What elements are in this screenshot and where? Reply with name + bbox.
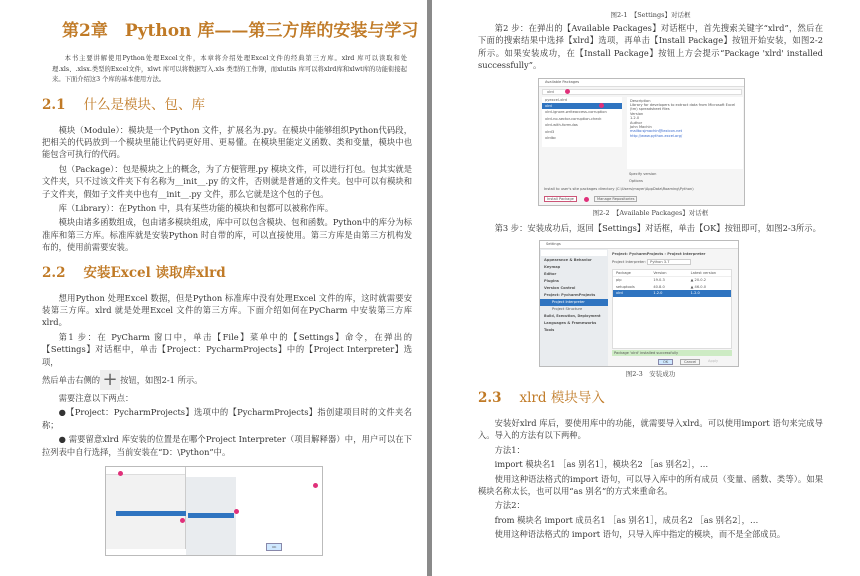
dialog-title: Settings — [540, 241, 738, 249]
package-item: xlrd-no-sector-corruption-check — [545, 116, 602, 121]
paragraph-library: 库（Library）：在Python 中，具有某些功能的模块和包都可以被称作库。 — [58, 202, 334, 213]
paragraph-package: 包（Package）：包是模块之上的概念，为了方便管理.py 模块文件，可以进行打包。包其实就是文件夹，只不过该文件夹下有名称为__init__.py 的文件，否则就是普通的文件夹。包中可以有模块和子文件夹，假如子文件夹中也有__init__.py 文件，那么它就是这个包的子包。 — [42, 163, 412, 199]
label: Description — [630, 98, 651, 103]
figure-2-3-settings — [539, 240, 739, 367]
method-1-syntax: import 模块名1 ［as 别名1］，模块名2 ［as 别名2］，… — [494, 459, 709, 470]
section-number: 2.3 — [478, 390, 502, 407]
col-header: Latest version — [690, 271, 717, 276]
package-item: xlrd3 — [545, 129, 555, 134]
left-column — [42, 20, 419, 556]
paragraph-step1-cont — [42, 370, 412, 390]
col-header: Version — [653, 271, 667, 276]
callout-marker — [313, 483, 318, 488]
section-title: 安装Excel 读取库xlrd — [83, 264, 226, 281]
interpreter-select — [612, 260, 691, 264]
section-2-2-heading — [42, 264, 412, 282]
nav-item: Tools — [544, 328, 555, 333]
section-2-1-heading — [42, 96, 412, 114]
figure-2-1-screenshot — [105, 466, 323, 556]
cell: 1.2.0 — [653, 291, 663, 296]
paragraph-step2: 第2 步：在弹出的【Available Packages】对话框中，首先搜索关键字“xlrd”，然后在下面的搜索结果中选择【xlrd】选项，再单击【Install Package】按钮开始安装，如图2-2 所示。如果安装成功，在【Install Package】按钮上方会提示“Package 'xlrd' installed successfully”。 — [478, 23, 823, 71]
desc: Library for developers to extract data from Microsoft Excel (tm) spreadsheet files — [630, 103, 736, 112]
author: John Machin — [630, 125, 652, 130]
nav-item: Appearance & Behavior — [544, 258, 592, 263]
package-item: xlrdbc — [545, 136, 557, 141]
text: 然后单击右侧的 — [42, 375, 101, 385]
col-header: Package — [616, 271, 631, 276]
package-search-input: xlrd — [542, 89, 742, 95]
cell: 40.8.0 — [653, 284, 665, 289]
figure-2-2-caption: 图2-2 【Available Packages】对话框 — [592, 208, 709, 217]
cell: ▲ 46.0.0 — [690, 284, 706, 289]
label: Project Interpreter: — [612, 260, 647, 265]
cell: pip — [616, 278, 622, 283]
version: 1.2.0 — [630, 116, 640, 121]
method-2-label: 方法2： — [494, 500, 525, 511]
package-item: xlrd-with-formulas — [545, 123, 578, 128]
link: mailto:sjmachin@lexicon.net — [630, 129, 682, 134]
dialog-title: Available Packages — [539, 79, 744, 87]
method-2-description: 使用这种语法格式的 import 语句，只导入库中指定的模块，而不是全部成员。 — [494, 529, 786, 540]
callout-marker — [118, 471, 123, 476]
package-table — [612, 269, 732, 349]
paragraph-composition: 模块由诸多函数组成，包由诸多模块组成，库中可以包含模块、包和函数。Python中的库分为标准库和第三方库。标准库就是安装Python 时自带的库，可以直接使用。第三方库是由第三方机构发布的，使用前需要安装。 — [42, 217, 412, 253]
left-page — [0, 0, 427, 576]
nav-item: Plugins — [544, 279, 559, 284]
manage-repositories-button: Manage Repositories — [594, 196, 637, 202]
callout-marker — [180, 518, 185, 523]
package-item: pyexcel-xlrd — [545, 97, 567, 102]
section-number: 2.2 — [42, 264, 66, 281]
link: http://www.python-excel.org/ — [630, 133, 683, 138]
bullet-1: ●【Project：PycharmProjects】选项中的【PycharmProjects】指创建项目时的文件夹名称； — [42, 407, 412, 430]
right-column — [478, 8, 823, 541]
options-checkbox: Options — [629, 178, 643, 183]
right-page — [432, 0, 860, 576]
nav-item: Version Control — [544, 286, 576, 291]
package-item-selected: xlrd — [542, 103, 622, 109]
cell: xlrd — [616, 291, 623, 296]
callout-marker — [584, 197, 589, 202]
install-status: Package 'xlrd' installed successfully — [612, 350, 732, 356]
cell: setuptools — [616, 284, 635, 289]
table-row-selected — [613, 290, 731, 296]
method-1-description: 使用这种语法格式的import 语句，可以导入库中的所有成员（变量、函数、类等）。如果模块名称太长，也可以用“as 别名”的方式来重命名。 — [478, 473, 823, 497]
paragraph-import-intro: 安装好xlrd 库后，要使用库中的功能，就需要导入xlrd。可以使用import 语句来完成导入。导入的方法有以下两种。 — [478, 418, 823, 441]
label: Author — [630, 120, 643, 125]
callout-marker — [234, 509, 239, 514]
user-site-checkbox: Install to user's site packages directory (C:\Users\mayer\AppData\Roaming\Python) — [544, 186, 694, 191]
ok-button: OK — [266, 543, 282, 551]
nav-item: Project: PycharmProjects — [544, 293, 596, 298]
cell: 1.2.0 — [690, 291, 700, 296]
install-package-button: Install Package — [544, 196, 577, 202]
settings-menu-item — [116, 511, 186, 516]
breadcrumb: Project: PycharmProjects › Project Interpreter — [612, 252, 706, 257]
paragraph-install-intro: 想用Python 处理Excel 数据，但是Python 标准库中没有处理Excel 文件的库，这时就需要安装第三方库。xlrd 就是处理Excel 文件的第三方库。下面介绍如何在PyCharm 中安装第三方库xlrd。 — [42, 292, 412, 328]
nav-item: Build, Execution, Deployment — [544, 314, 601, 319]
section-2-3-heading — [478, 389, 823, 407]
ok-button: OK — [658, 359, 673, 365]
method-2-syntax: from 模块名 import 成员名1 ［as 别名1］，成员名2 ［as 别名2］，… — [494, 514, 759, 525]
plus-icon: + — [100, 370, 120, 390]
paragraph-step1: 第1 步：在 PyCharm 窗口中，单击【File】菜单中的【Settings】命令，在弹出的【Settings】对话框中，单击【Project：PycharmProjects】中的【Project Interpreter】选项， — [42, 331, 412, 367]
specify-version-checkbox: Specify version — [629, 171, 657, 176]
figure-2-1-caption: 图2-1 【Settings】对话框 — [610, 11, 691, 19]
figure-2-3-caption: 图2-3 安装成功 — [625, 370, 676, 379]
bullet-2: ● 需要留意xlrd 库安装的位置是在哪个Project Interpreter（项目解释器）中，用户可以在下拉列表中自行选择，当前安装在“D：\Python”中。 — [42, 434, 412, 457]
cell: 19.0.3 — [653, 278, 665, 283]
section-title: xlrd 模块导入 — [519, 390, 605, 407]
section-number: 2.1 — [42, 96, 66, 113]
chapter-intro: 本书主要讲解使用Python处理Excel文件，本章将介绍处理Excel文件的经典第三方库。xlrd 库可以读取和处理.xls、.xlsx.类型的Excel文件，xlwt 库可以将数据写入.xls 类型的工作簿，而xlutils 库可以将xlrd库和xlwt库的功能衔接起来。下面介绍这3 个库的基本使用方法。 — [52, 55, 407, 83]
paragraph-step3: 第3 步：安装成功后，返回【Settings】对话框，单击【OK】按钮即可，如图2-3所示。 — [494, 222, 821, 233]
nav-item: Editor — [544, 272, 557, 277]
package-list — [542, 97, 622, 147]
text: 按钮，如图2-1 所示。 — [120, 375, 203, 385]
figure-2-2-available-packages — [538, 78, 745, 206]
nav-item: Languages & Frameworks — [544, 321, 597, 326]
settings-nav — [540, 249, 608, 366]
label: Version — [630, 111, 644, 116]
method-1-label: 方法1： — [494, 444, 525, 455]
nav-item: Keymap — [544, 265, 561, 270]
paragraph-note: 需要注意以下两点： — [58, 393, 134, 403]
paragraph-module: 模块（Module）：模块是一个Python 文件，扩展名为.py。在模块中能够组织Python代码段，把相关的代码放到一个模块里能让代码更好用、更易懂。在模块里能定义函数、类和变量，模块中也能包含可执行的代码。 — [42, 124, 412, 160]
file-menu — [106, 467, 186, 549]
nav-item: Project Structure — [552, 307, 583, 312]
section-title: 什么是模块、包、库 — [83, 96, 205, 113]
chapter-title: 第2章 Python 库——第三方库的安装与学习 — [62, 21, 419, 41]
cancel-button: Cancel — [680, 359, 700, 365]
cell: ▲ 20.0.2 — [690, 278, 706, 283]
package-description — [627, 97, 743, 169]
value: Python 3.7 — [647, 259, 690, 265]
package-item: xlrd-ignore-writeaccess-corruption — [545, 110, 607, 115]
apply-button: Apply — [708, 359, 719, 364]
nav-item-selected: Project Interpreter — [540, 299, 608, 306]
